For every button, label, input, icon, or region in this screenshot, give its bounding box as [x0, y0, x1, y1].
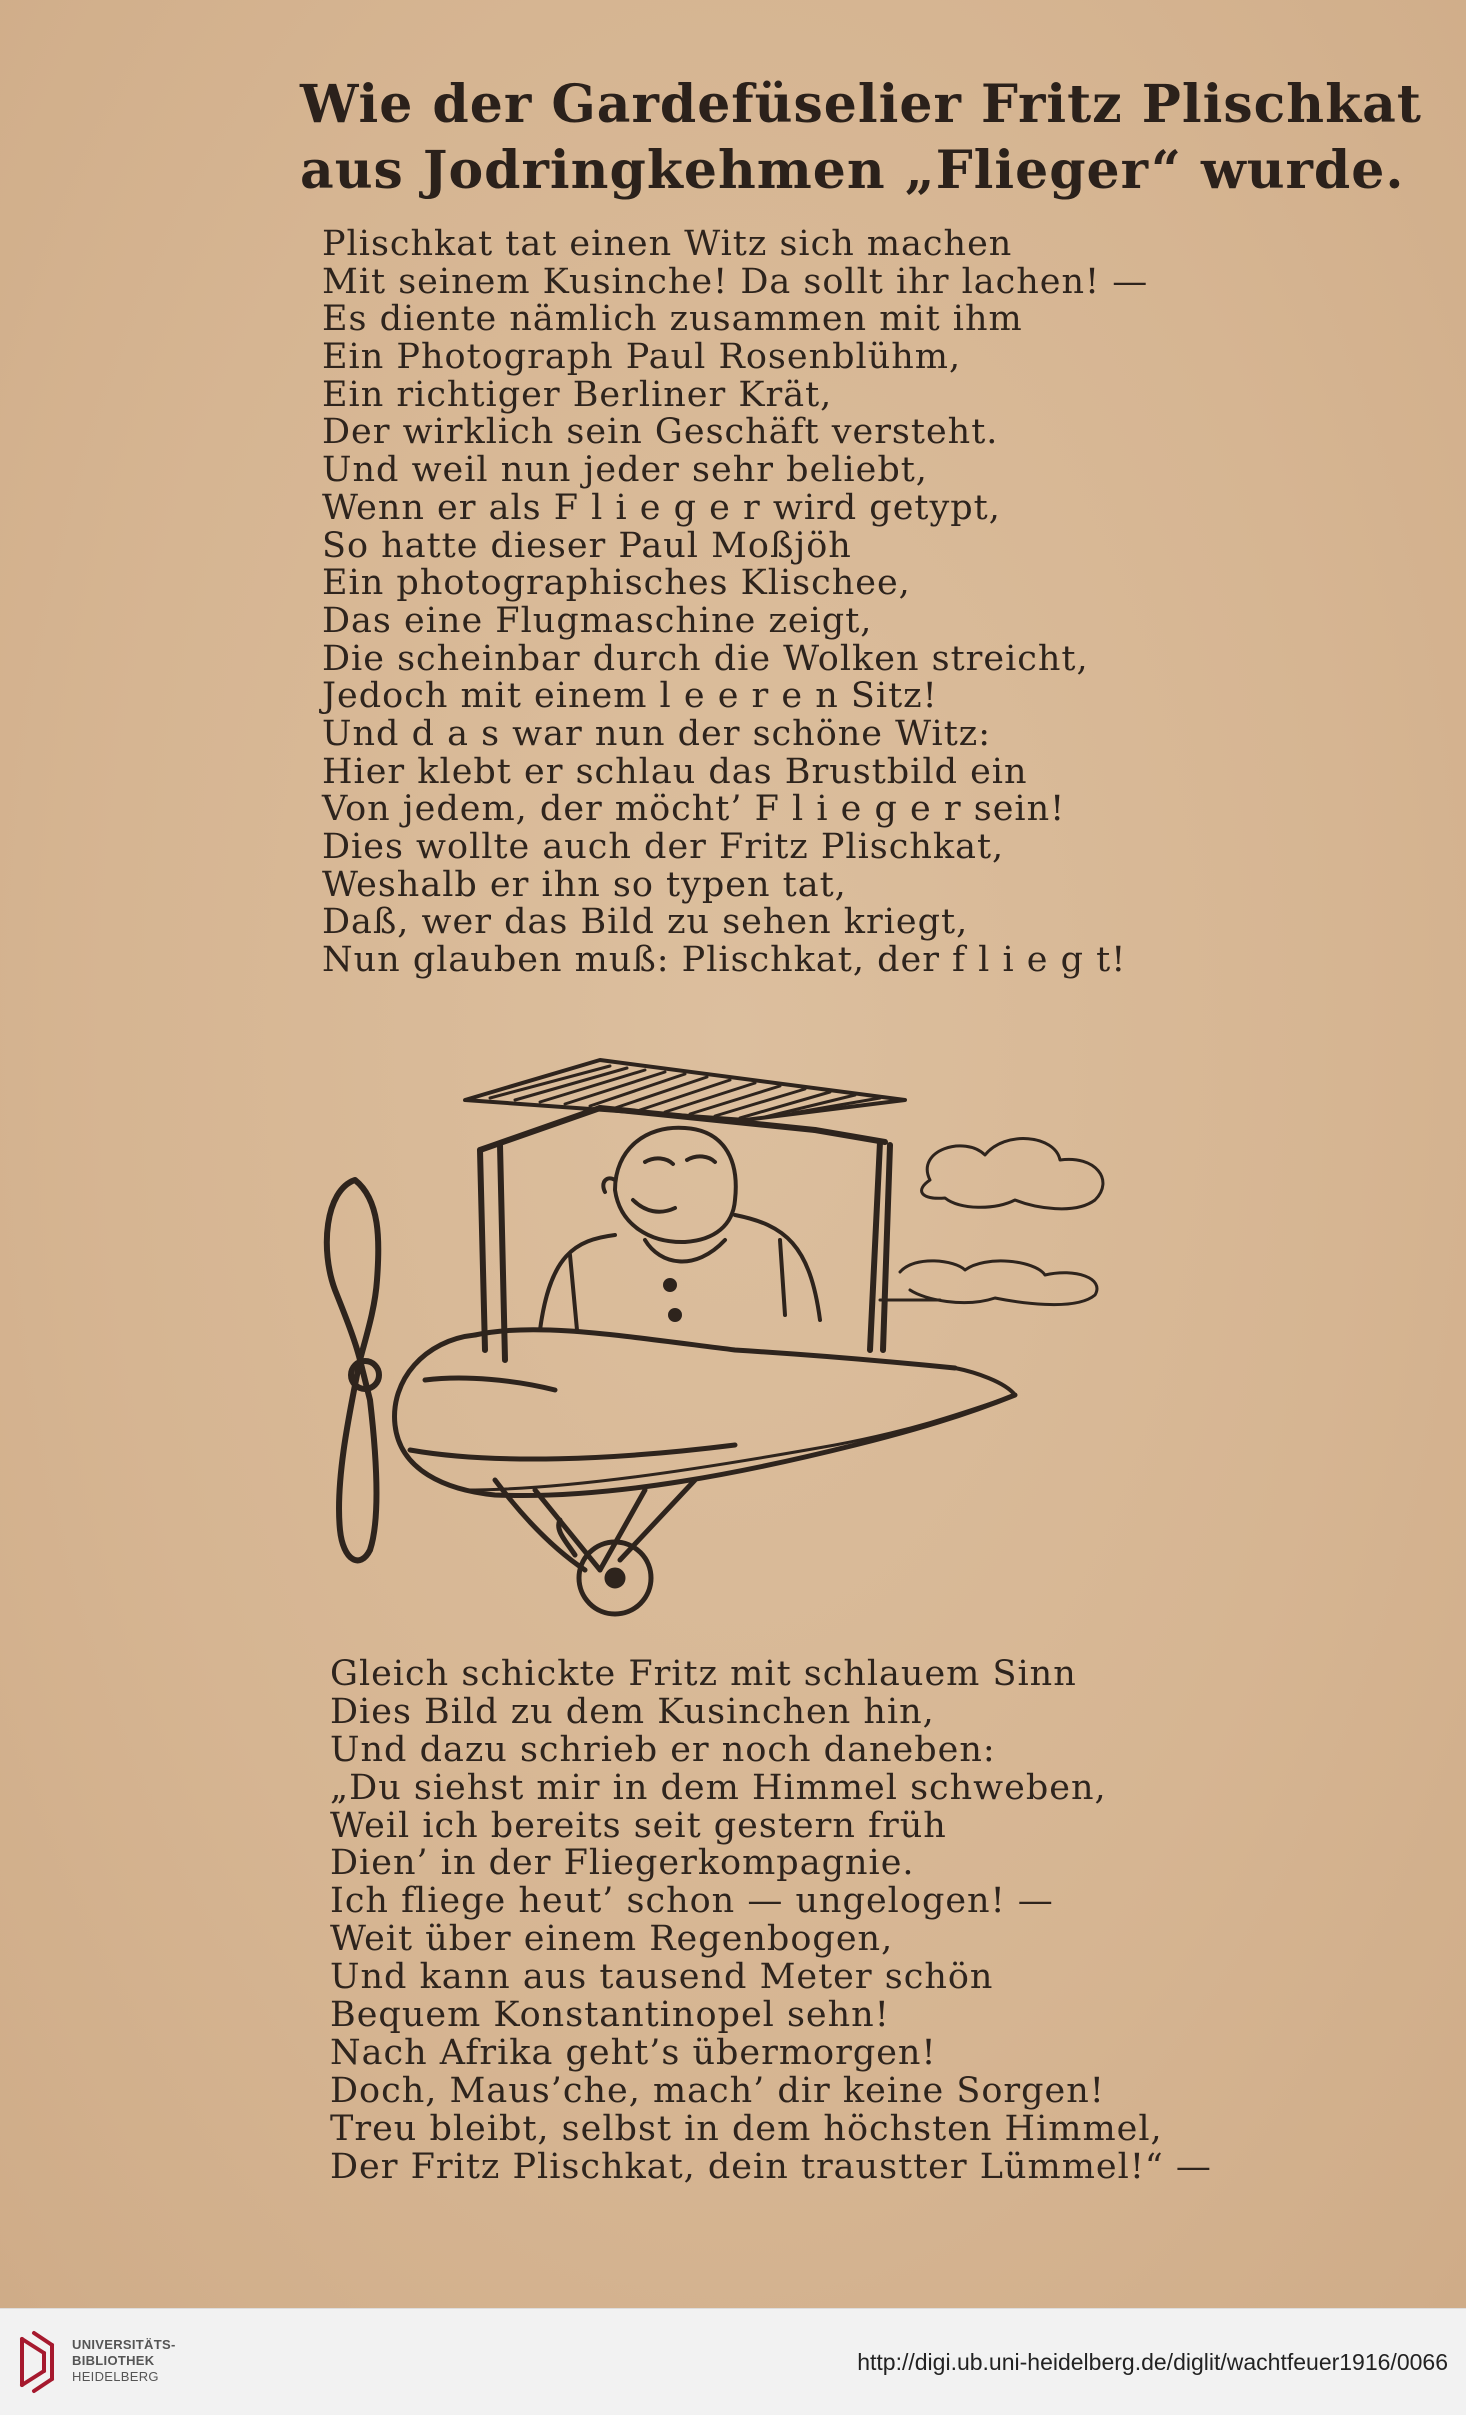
- university-logo-icon: [14, 2329, 58, 2395]
- verse-line: Weit über einem Regenbogen,: [330, 1919, 894, 1960]
- verse-line: Nach Afrika geht’s übermorgen!: [330, 2032, 937, 2073]
- verse-line: Nun glauben muß: Plischkat, der f l i e g t!: [322, 940, 1127, 981]
- verse-line: Weshalb er ihn so typen tat,: [322, 864, 847, 905]
- library-name: [72, 2337, 176, 2385]
- verse-line: Dies Bild zu dem Kusinchen hin,: [330, 1691, 935, 1732]
- verse-line: „Du siehst mir in dem Himmel schweben,: [330, 1767, 1107, 1808]
- verse-line: Dies wollte auch der Fritz Plischkat,: [322, 827, 1005, 867]
- verse-line: Ich fliege heut’ schon — ungelogen! —: [330, 1881, 1054, 1922]
- verse-line: Treu bleibt, selbst in dem höchsten Himmel,: [330, 2108, 1163, 2149]
- source-url-link[interactable]: http://digi.ub.uni-heidelberg.de/diglit/wachtfeuer1916/0066: [857, 2349, 1448, 2375]
- verse-line: Bequem Konstantinopel sehn!: [330, 1995, 890, 2036]
- verse-line: Jedoch mit einem l e e r e n Sitz!: [322, 676, 938, 717]
- poem-title: [300, 72, 1422, 204]
- airplane-illustration: [315, 1050, 1155, 1630]
- stanza-2: [330, 1656, 1212, 2186]
- stanza-1: [322, 226, 1148, 980]
- verse-line: Doch, Maus’che, mach’ dir keine Sorgen!: [330, 2070, 1105, 2111]
- verse-line: Daß, wer das Bild zu sehen kriegt,: [322, 902, 969, 943]
- verse-line: Weil ich bereits seit gestern früh: [330, 1805, 947, 1846]
- library-name-line-1: UNIVERSITÄTS-: [72, 2337, 176, 2352]
- verse-line: Wenn er als F l i e g e r wird getypt,: [322, 487, 1001, 528]
- fuselage: [395, 1330, 1015, 1496]
- verse-line: Der wirklich sein Geschäft versteht.: [322, 412, 999, 453]
- verse-line: So hatte dieser Paul Moßjöh: [322, 525, 852, 566]
- verse-line: Es diente nämlich zusammen mit ihm: [322, 299, 1023, 340]
- verse-line: Die scheinbar durch die Wolken streicht,: [322, 638, 1089, 679]
- propeller: [327, 1180, 379, 1560]
- verse-line: Hier klebt er schlau das Brustbild ein: [322, 751, 1028, 792]
- upper-wing: [465, 1060, 905, 1120]
- verse-line: Und d a s war nun der schöne Witz:: [322, 713, 991, 754]
- verse-line: Gleich schickte Fritz mit schlauem Sinn: [330, 1654, 1077, 1694]
- verse-line: Ein photographisches Klischee,: [322, 563, 911, 604]
- pilot-figure: [540, 1128, 820, 1330]
- verse-line: Der Fritz Plischkat, dein traustter Lümmel!“ —: [330, 2146, 1212, 2187]
- library-name-line-3: HEIDELBERG: [72, 2369, 159, 2384]
- library-name-line-2: BIBLIOTHEK: [72, 2353, 155, 2368]
- verse-line: Dien’ in der Fliegerkompagnie.: [330, 1843, 915, 1884]
- clouds: [880, 1139, 1103, 1305]
- verse-line: Von jedem, der möcht’ F l i e g e r sein!: [322, 789, 1066, 830]
- footer-bar: [0, 2308, 1466, 2415]
- verse-line: Das eine Flugmaschine zeigt,: [322, 600, 873, 641]
- verse-line: Ein richtiger Berliner Krät,: [322, 374, 833, 415]
- verse-line: Und dazu schrieb er noch daneben:: [330, 1729, 996, 1770]
- verse-line: Ein Photograph Paul Rosenblühm,: [322, 337, 962, 378]
- title-line-2: aus Jodringkehmen „Flieger“ wurde.: [300, 140, 1405, 201]
- verse-line: Und kann aus tausend Meter schön: [330, 1957, 994, 1998]
- title-line-1: Wie der Gardefüselier Fritz Plischkat: [300, 74, 1422, 135]
- verse-line: Und weil nun jeder sehr beliebt,: [322, 450, 928, 491]
- verse-line: Mit seinem Kusinche! Da sollt ihr lachen! —: [322, 261, 1149, 302]
- landing-gear: [495, 1480, 695, 1614]
- verse-line: Plischkat tat einen Witz sich machen: [322, 224, 1013, 264]
